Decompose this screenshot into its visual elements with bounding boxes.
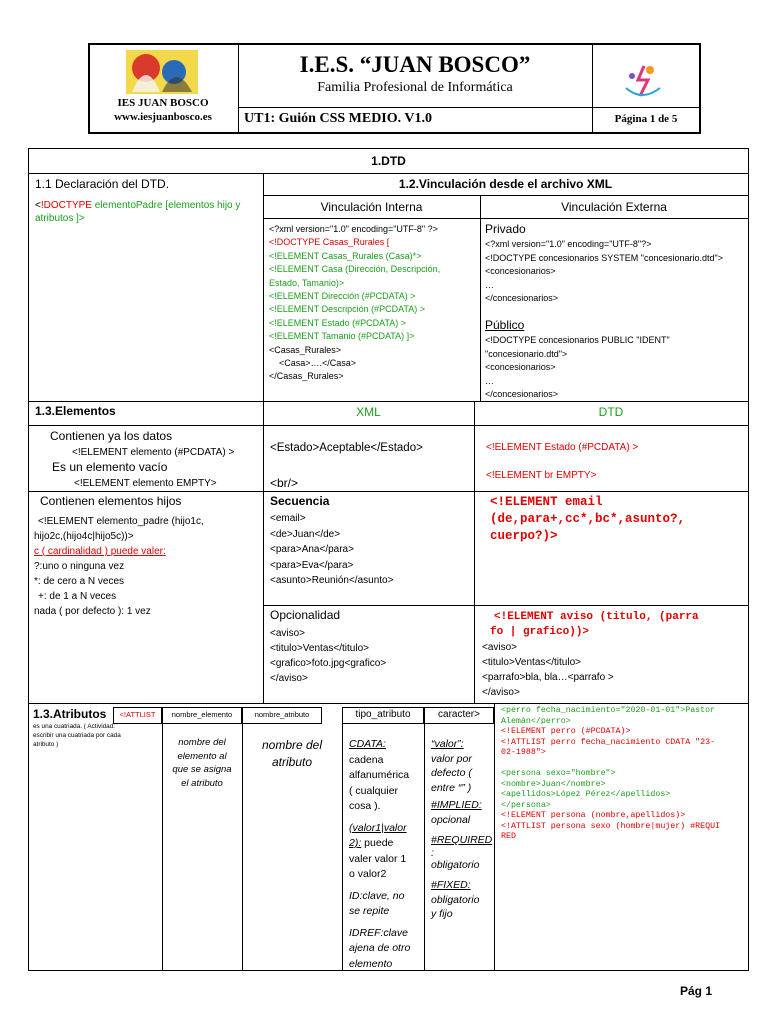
code-line: <nombre>Juan</nombre>: [501, 779, 606, 789]
page-footer: Pág 1: [680, 984, 713, 998]
code-line: <!ELEMENT Tamanio (#PCDATA) ]>: [269, 331, 415, 342]
optional-dtd-xml: [482, 640, 614, 700]
syntax-line: *: de cero a N veces: [34, 576, 125, 587]
sequence-xml: [270, 511, 393, 589]
text-line: o valor2: [349, 868, 387, 880]
text-line: defecto (: [431, 767, 472, 779]
character-column-text: [431, 737, 492, 922]
decl-open: <: [35, 200, 41, 211]
desc-line: atributo ): [33, 741, 59, 748]
declaration-title: 1.1 Declaración del DTD.: [35, 177, 170, 191]
text-line: elemento al: [177, 750, 227, 762]
text-line: ( cualquier: [349, 784, 399, 797]
text-line: #REQUIRED: [431, 834, 493, 846]
private-title: Privado: [485, 222, 526, 236]
code-line: </aviso>: [270, 673, 308, 684]
syntax-line: +: de 1 a N veces: [38, 591, 117, 602]
code-line: <titulo>Ventas</titulo>: [270, 643, 369, 654]
code-line: <!ELEMENT Dirección (#PCDATA) >: [269, 291, 416, 302]
declaration-syntax: [35, 199, 261, 225]
text-line: cadena: [349, 753, 384, 766]
attribute-header: nombre_atributo: [254, 710, 310, 719]
code-line: <Casa>….</Casa>: [279, 358, 357, 369]
code-line: <apellidos>López Pérez</apellidos>: [501, 790, 671, 799]
syntax-line: hijo2c,(hijo4c|hijo5c))>: [34, 531, 134, 542]
empty-example: <!ELEMENT elemento EMPTY>: [74, 478, 217, 489]
code-line: </persona>: [501, 800, 551, 810]
element-column-text: [162, 736, 242, 790]
code-line: <!ELEMENT Descripción (#PCDATA) >: [269, 304, 426, 315]
public-code: [485, 334, 670, 402]
syntax-line: nada ( por defecto ): 1 vez: [34, 606, 151, 617]
text-line: #IMPLIED:: [431, 799, 482, 811]
code-line: <grafico>foto.jpg<grafico>: [270, 658, 387, 669]
code-line: <!ELEMENT perro (#PCDATA)>: [501, 727, 631, 736]
type-header: tipo_atributo: [355, 709, 411, 720]
attributes-title: 1.3.Atributos: [33, 707, 107, 721]
code-line: </Casas_Rurales>: [269, 371, 344, 382]
text-line: ID:clave, no: [349, 889, 405, 902]
text-line: que se asigna: [172, 764, 232, 775]
decl-body: elementoPadre [elementos hijo y: [94, 200, 241, 211]
code-line: </aviso>: [482, 687, 520, 698]
text-line: opcional: [431, 813, 471, 826]
syntax-line: <!ELEMENT elemento_padre (hijo1c,: [38, 516, 204, 527]
dtd-data-example: <!ELEMENT Estado (#PCDATA) >: [486, 442, 639, 453]
character-header: caracter>: [438, 709, 480, 720]
sequence-dtd: [490, 494, 685, 545]
code-line: <?xml version="1.0" encoding="UTF-8" ?>: [269, 224, 438, 234]
code-line: <persona sexo="hombre">: [501, 769, 616, 778]
optional-dtd: [486, 610, 699, 640]
text-line: el atributo: [181, 777, 223, 789]
dtd-empty-example: <!ELEMENT br EMPTY>: [486, 470, 597, 481]
attributes-example: [501, 706, 720, 843]
children-syntax: [34, 514, 204, 619]
text-line: nombre del: [261, 738, 323, 752]
desc-line: es una cuatriada. ( Actividad:: [33, 723, 116, 730]
code-line: <aviso>: [482, 642, 518, 653]
school-label: IES JUAN BOSCO: [117, 97, 209, 109]
text-line: atributo: [271, 755, 313, 769]
text-line: IDREF:clave: [349, 926, 408, 939]
decl-keyword: !DOCTYPE: [40, 200, 95, 211]
attlist-header: <!ATTLIST: [119, 710, 156, 719]
link-title: 1.2.Vinculación desde el archivo XML: [398, 177, 613, 191]
external-title: Vinculación Externa: [561, 200, 667, 214]
syntax-line: ?:uno o ninguna vez: [34, 561, 125, 572]
code-line: <!ELEMENT persona (nombre,apellidos)>: [501, 811, 686, 820]
text-line: obligatorio: [431, 893, 480, 906]
code-line: <concesionarios>: [485, 362, 556, 372]
code-line: <!ELEMENT Estado (#PCDATA) >: [269, 317, 407, 328]
attribute-column-text: [242, 737, 342, 771]
sequence-title: Secuencia: [270, 494, 330, 508]
section-dtd-title: 1.DTD: [371, 154, 406, 168]
code-line: 02-1988">: [501, 748, 546, 757]
code-line: </concesionarios>: [485, 293, 559, 303]
type-fragment: 2):: [349, 837, 362, 849]
public-title: Público: [485, 318, 525, 332]
code-line: <!ELEMENT email: [490, 495, 603, 509]
code-line: …: [485, 279, 494, 290]
code-line: Alemán</perro>: [501, 716, 571, 726]
text-line: “valor”:: [431, 738, 464, 750]
optional-title: Opcionalidad: [270, 608, 341, 622]
code-line: <para>Ana</para>: [270, 544, 354, 555]
dtd-label: DTD: [598, 405, 624, 419]
text-line: se repite: [349, 905, 390, 917]
code-line: <?xml version="1.0" encoding="UTF-8"?>: [485, 239, 652, 249]
attributes-description: [33, 722, 121, 749]
code-line: <perro fecha_nacimiento="2020-01-01">Pastor: [501, 706, 716, 715]
code-line: …: [485, 375, 494, 386]
private-code: [485, 238, 723, 306]
code-line: <email>: [270, 513, 306, 524]
code-line: [501, 759, 720, 770]
code-line: (de,para+,cc*,bc*,asunto?,: [490, 512, 686, 526]
element-header: nombre_elemento: [171, 710, 233, 719]
syntax-line: c ( cardinalidad ) puede valer:: [34, 546, 166, 557]
page-indicator: Página 1 de 5: [614, 113, 678, 125]
desc-line: escribir una cuatriada por cada: [33, 732, 121, 739]
text-line: :: [431, 846, 434, 859]
page-subtitle: Familia Profesional de Informática: [317, 80, 513, 95]
text-line: alfanumérica: [349, 769, 410, 781]
code-line: fo | grafico))>: [490, 626, 590, 638]
data-example: <!ELEMENT elemento (#PCDATA) >: [72, 447, 235, 458]
text-line: cosa ).: [349, 800, 381, 812]
empty-title: Es un elemento vacío: [52, 460, 168, 474]
code-line: <asunto>Reunión</asunto>: [270, 575, 394, 586]
text-line: valor por: [431, 752, 472, 765]
code-line: <!ELEMENT aviso (titulo, (parra: [494, 611, 699, 623]
code-line: "concesionario.dtd">: [485, 348, 568, 359]
code-line: <para>Eva</para>: [270, 559, 354, 571]
elements-title: 1.3.Elementos: [35, 404, 116, 418]
code-line: <concesionarios>: [485, 266, 556, 276]
code-line: <!ATTLIST persona sexo (hombre|mujer) #REQUI: [501, 821, 721, 831]
text-line: elemento: [349, 957, 393, 970]
internal-title: Vinculación Interna: [320, 200, 423, 214]
data-title: Contienen ya los datos: [50, 429, 173, 443]
text-line: ajena de otro: [349, 942, 411, 954]
cooperative-logo: [620, 58, 666, 102]
code-line: <!DOCTYPE Casas_Rurales [: [269, 237, 390, 248]
code-line: <de>Juan</de>: [270, 528, 341, 540]
code-line: RED: [501, 832, 516, 841]
code-line: <!DOCTYPE concesionarios PUBLIC "IDENT": [485, 335, 670, 345]
text-line: [349, 836, 410, 852]
code-line: <!ELEMENT Casas_Rurales (Casa)*>: [269, 250, 422, 261]
xml-empty-example: <br/>: [270, 476, 299, 490]
code-line: <!ELEMENT Casa (Dirección, Descripción,: [269, 264, 441, 275]
text-line: nombre del: [178, 737, 226, 748]
xml-label: XML: [356, 405, 381, 419]
code-line: cuerpo?)>: [490, 529, 558, 543]
code-line: <parrafo>bla, bla…<parrafo >: [482, 672, 614, 683]
text-line: #FIXED:: [431, 879, 471, 891]
code-line: <!ATTLIST perro fecha_nacimiento CDATA "23-: [501, 737, 716, 747]
internal-code: [269, 223, 440, 384]
children-title: Contienen elementos hijos: [40, 494, 182, 508]
text-line: valer valor 1: [349, 852, 407, 865]
code-line: <titulo>Ventas</titulo>: [482, 657, 581, 668]
optional-xml: [270, 626, 386, 686]
text-line: (valor1|valor: [349, 821, 407, 834]
school-logo-image: [112, 48, 208, 96]
xml-data-example: <Estado>Aceptable</Estado>: [270, 442, 423, 454]
code-line: Estado, Tamanio)>: [269, 277, 345, 288]
code-line: <aviso>: [270, 628, 306, 639]
text-line: CDATA:: [349, 738, 386, 750]
code-line: </concesionarios>: [485, 389, 559, 399]
code-line: <Casas_Rurales>: [269, 344, 342, 355]
school-logo: [112, 48, 208, 96]
school-website[interactable]: www.iesjuanbosco.es: [114, 111, 212, 123]
text-line: y fijo: [431, 908, 453, 920]
type-fragment: puede: [361, 837, 394, 849]
doc-title: UT1: Guión CSS MEDIO. V1.0: [244, 111, 433, 126]
declaration-line: atributos ]>: [35, 213, 85, 224]
page-title: I.E.S. “JUAN BOSCO”: [299, 52, 531, 77]
text-line: obligatorio: [431, 858, 480, 871]
text-line: entre “” ): [431, 781, 472, 794]
code-line: <!DOCTYPE concesionarios SYSTEM "concesionario.dtd">: [485, 252, 723, 263]
type-column-text: [349, 737, 410, 972]
